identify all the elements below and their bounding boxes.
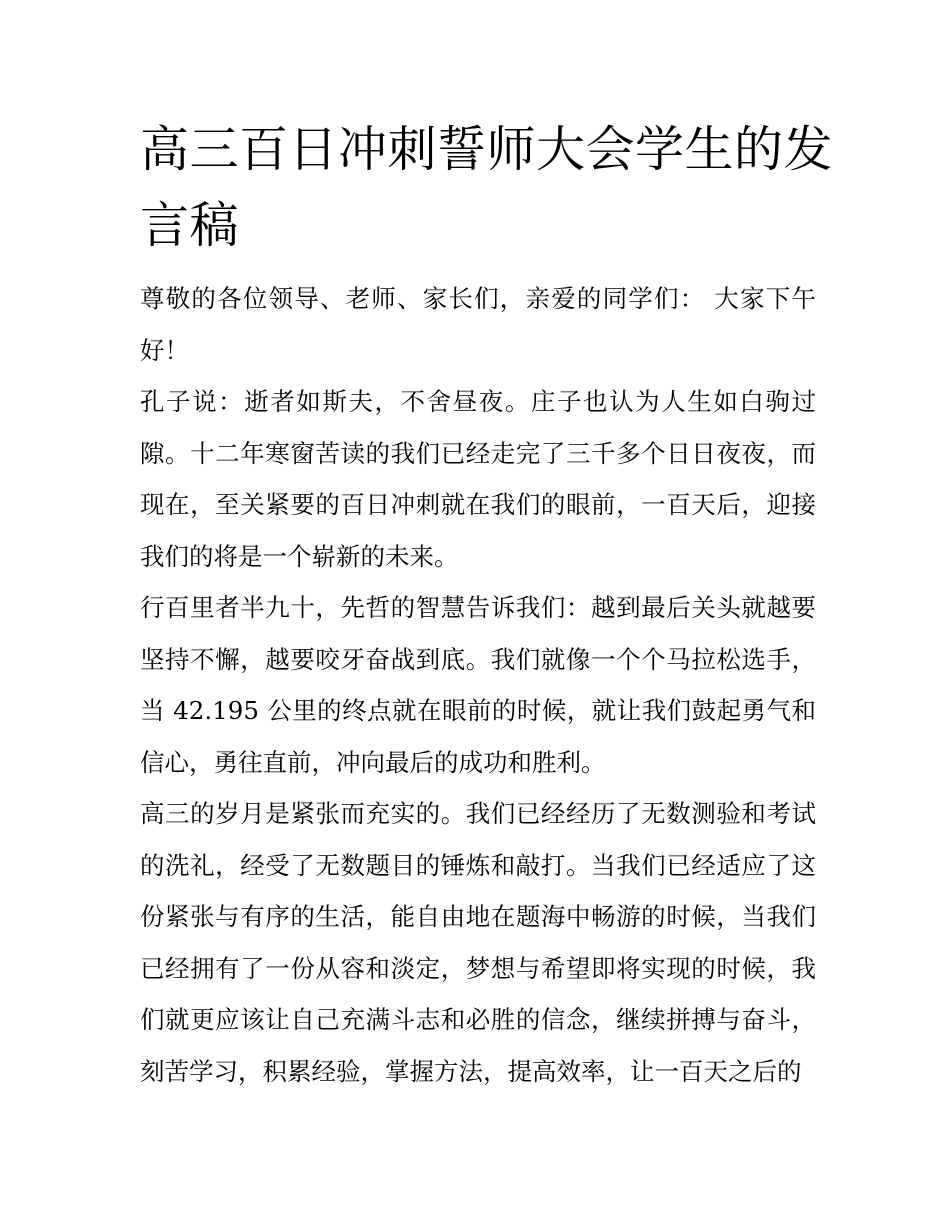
document-title: 高三百日冲刺誓师大会学生的发言稿 [140, 121, 834, 254]
paragraph-greeting: 尊敬的各位领导、老师、家长们，亲爱的同学们： 大家下午好！ [140, 284, 816, 365]
paragraph-confucius: 孔子说：逝者如斯夫，不舍昼夜。庄子也认为人生如白驹过隙。十二年寒窗苦读的我们已经走完了三千多个日日夜夜，而现在，至关紧要的百日冲刺就在我们的眼前，一百天后，迎接我们的将是一个崭新的未来。 [140, 387, 816, 571]
paragraph-marathon: 行百里者半九十，先哲的智慧告诉我们：越到最后关头就越要坚持不懈，越要咬牙奋战到底。我们就像一个个马拉松选手，当 42.195 公里的终点就在眼前的时候，就让我们鼓起勇气和信心，勇往直前，冲向最后的成功和胜利。 [140, 593, 816, 777]
paragraph-senior-year: 高三的岁月是紧张而充实的。我们已经经历了无数测验和考试的洗礼，经受了无数题目的锤炼和敲打。当我们已经适应了这份紧张与有序的生活，能自由地在题海中畅游的时候，当我们已经拥有了一份从容和淡定，梦想与希望即将实现的时候，我们就更应该让自己充满斗志和必胜的信念，继续拼搏与奋斗，刻苦学习，积累经验，掌握方法，提高效率，让一百天之后的 [140, 799, 816, 1086]
document-body [140, 273, 816, 1097]
